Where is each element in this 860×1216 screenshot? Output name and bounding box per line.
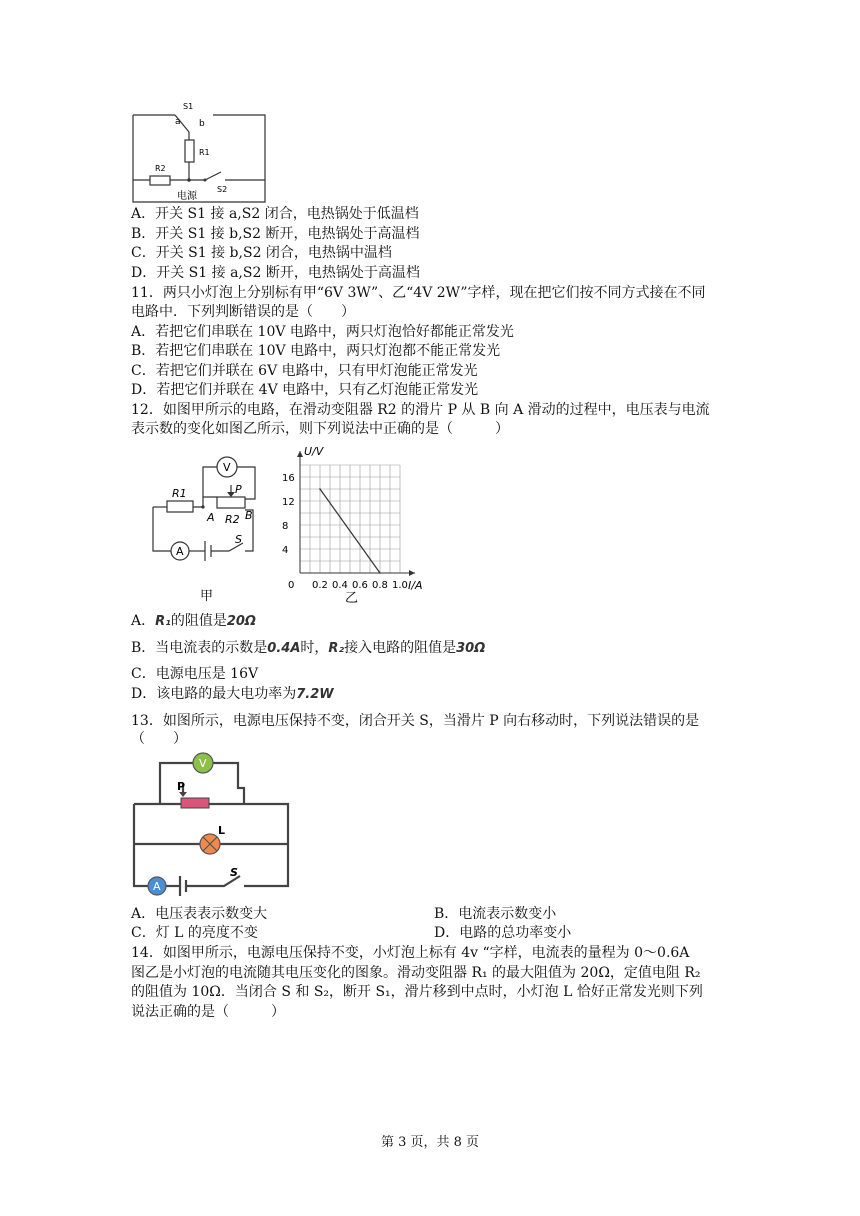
y-tick-label: 8 — [282, 521, 289, 532]
q12-option-c: C．电源电压是 16V — [131, 666, 259, 682]
q14-stem-line2: 图乙是小灯泡的电流随其电压变化的图象。滑动变阻器 R₁ 的最大阻值为 20Ω，定值电阻 R₂ — [131, 965, 701, 981]
q10-option-d: D．开关 S1 接 a,S2 断开，电热锅处于高温档 — [131, 265, 420, 281]
y-tick-label: 4 — [282, 545, 289, 556]
q11-stem-line2: 电路中．下列判断错误的是（ ） — [131, 304, 355, 320]
q13-l-label: L — [218, 824, 226, 837]
y-axis-arrow — [297, 451, 303, 457]
q10-option-a: A．开关 S1 接 a,S2 闭合，电热锅处于低温档 — [131, 206, 419, 222]
q12-circuit-diagram — [145, 455, 270, 605]
q11-option-c: C．若把它们并联在 6V 电路中，只有甲灯泡能正常发光 — [131, 363, 478, 379]
q12-s-label: S — [235, 533, 242, 546]
q12-stem-line2: 表示数的变化如图乙所示，则下列说法中正确的是（ ） — [131, 421, 509, 437]
q12-option-b: B．当电流表的示数是0.4A时，R₂接入电路的阻值是30Ω — [131, 640, 486, 656]
q12-voltmeter-label: V — [223, 461, 231, 474]
q12-option-d: D．该电路的最大电功率为7.2W — [131, 686, 334, 702]
q10-s1-label: S1 — [183, 102, 194, 111]
x-tick-label: 0.4 — [332, 580, 348, 591]
graph-x-axis-label: I/A — [408, 579, 423, 592]
q13-ammeter-label: A — [153, 880, 161, 893]
q14-stem-line4: 说法正确的是（ ） — [131, 1004, 285, 1020]
x-tick-label: 0.6 — [352, 580, 368, 591]
q10-s2-label: S2 — [217, 185, 228, 194]
q12-r2-label: R2 — [225, 513, 240, 526]
q13-p-label: P — [177, 780, 186, 793]
q13-option-a: A．电压表表示数变大 — [131, 906, 268, 922]
q13-s-label: S — [230, 866, 238, 879]
y-tick-label: 16 — [282, 473, 295, 484]
page-footer: 第 3 页，共 8 页 — [380, 1135, 480, 1150]
q14-stem-line3: 的阻值为 10Ω．当闭合 S 和 S₂，断开 S₁，滑片移到中点时，小灯泡 L 恰好正常发光则下列 — [131, 984, 703, 1000]
q14-stem-line1: 14．如图甲所示，电源电压保持不变，小灯泡上标有 4v “字样，电流表的量程为 0～0.6A — [131, 945, 690, 961]
series-point — [379, 572, 381, 574]
q12-option-a: A．R₁的阻值是20Ω — [131, 613, 256, 629]
q12-ui-graph — [265, 445, 435, 610]
q13-stem-line1: 13．如图所示，电源电压保持不变，闭合开关 S，当滑片 P 向右移动时，下列说法错误的是 — [131, 713, 700, 729]
q12-ammeter-label: A — [176, 545, 184, 558]
x-tick-label: 0.8 — [372, 580, 388, 591]
q11-option-d: D．若把它们并联在 4V 电路中，只有乙灯泡能正常发光 — [131, 382, 479, 398]
q10-r2-label: R2 — [155, 164, 166, 173]
q13-option-d: D．电路的总功率变小 — [434, 925, 572, 941]
q10-r1-label: R1 — [199, 148, 210, 157]
q10-b-label: b — [199, 119, 205, 129]
q12-a-label: A — [207, 511, 215, 524]
q12-stem-line1: 12．如图甲所示的电路，在滑动变阻器 R2 的滑片 P 从 B 向 A 滑动的过程中，电压表与电流 — [131, 402, 710, 418]
x-tick-label: 0.2 — [312, 580, 328, 591]
q10-circuit-diagram — [125, 100, 285, 205]
q12-circuit-caption: 甲 — [200, 589, 214, 604]
x-axis-arrow — [409, 570, 415, 576]
q11-option-a: A．若把它们串联在 10V 电路中，两只灯泡恰好都能正常发光 — [131, 324, 514, 340]
q10-source-label: 电源 — [177, 191, 197, 202]
q10-a-label: a — [175, 117, 181, 127]
q12-b-label: B — [245, 509, 253, 522]
y-tick-label: 12 — [282, 497, 295, 508]
q11-stem-line1: 11．两只小灯泡上分别标有甲“6V 3W”、乙“4V 2W”字样，现在把它们按不同方式接在不同 — [131, 285, 706, 301]
q12-graph-caption: 乙 — [345, 591, 359, 606]
q12-p-label: P — [235, 483, 242, 496]
q10-option-c: C．开关 S1 接 b,S2 闭合，电热锅中温档 — [131, 245, 392, 261]
q13-voltmeter-label: V — [199, 757, 207, 770]
q13-option-b: B．电流表示数变小 — [434, 906, 557, 922]
x-tick-label: 0 — [288, 580, 295, 591]
q12-r1-label: R1 — [172, 487, 187, 500]
q13-circuit-diagram — [128, 748, 293, 903]
q13-option-c: C．灯 L 的亮度不变 — [131, 925, 258, 941]
q11-option-b: B．若把它们串联在 10V 电路中，两只灯泡都不能正常发光 — [131, 343, 501, 359]
q10-option-b: B．开关 S1 接 b,S2 断开，电热锅处于高温档 — [131, 226, 420, 242]
q13-stem-line2: （ ） — [131, 731, 187, 747]
series-point — [319, 488, 321, 490]
x-tick-label: 1.0 — [392, 580, 408, 591]
graph-y-axis-label: U/V — [304, 445, 324, 458]
